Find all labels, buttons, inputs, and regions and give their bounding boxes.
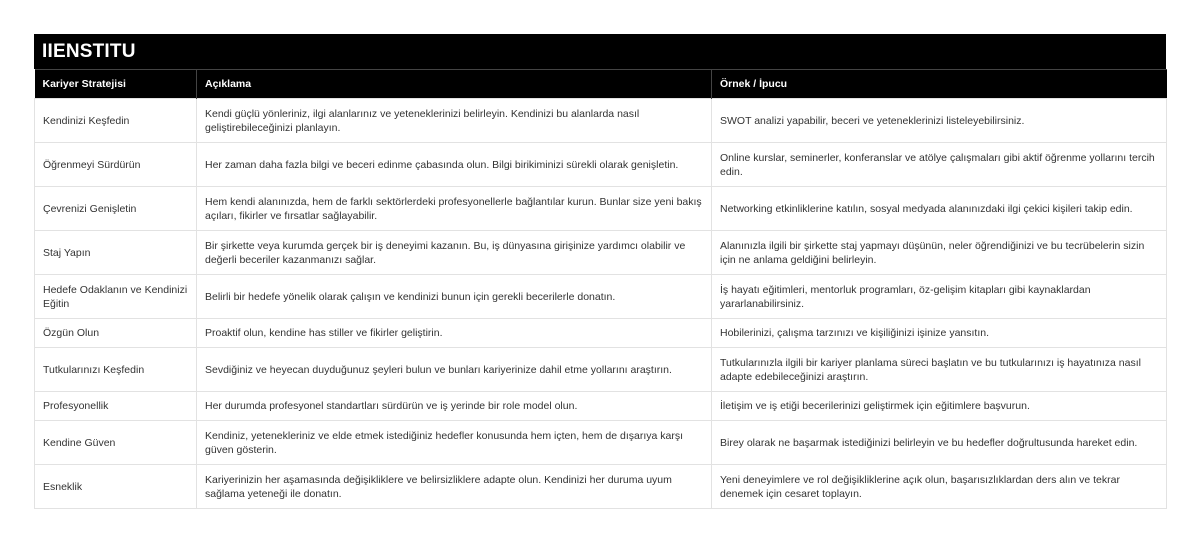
cell-strategy: Tutkularınızı Keşfedin <box>35 348 197 392</box>
career-strategy-table <box>34 69 1167 509</box>
column-header-description: Açıklama <box>197 70 712 99</box>
cell-example: Tutkularınızla ilgili bir kariyer planlama süreci başlatın ve bu tutkularınızı iş hayatınıza nasıl adapte edebileceğinizi araştırın. <box>712 348 1167 392</box>
cell-example: SWOT analizi yapabilir, beceri ve yeteneklerinizi listeleyebilirsiniz. <box>712 99 1167 143</box>
cell-strategy: Profesyonellik <box>35 392 197 421</box>
cell-example: Online kurslar, seminerler, konferanslar ve atölye çalışmaları gibi aktif öğrenme yollarını tercih edin. <box>712 143 1167 187</box>
cell-strategy: Öğrenmeyi Sürdürün <box>35 143 197 187</box>
table-header-row <box>35 70 1167 99</box>
table-row <box>35 348 1167 392</box>
cell-example: Hobilerinizi, çalışma tarzınızı ve kişiliğinizi işinize yansıtın. <box>712 319 1167 348</box>
table-row <box>35 187 1167 231</box>
cell-strategy: Esneklik <box>35 465 197 509</box>
cell-strategy: Staj Yapın <box>35 231 197 275</box>
cell-strategy: Kendine Güven <box>35 421 197 465</box>
table-row <box>35 421 1167 465</box>
column-header-strategy: Kariyer Stratejisi <box>35 70 197 99</box>
cell-description: Hem kendi alanınızda, hem de farklı sektörlerdeki profesyonellerle bağlantılar kurun. Bunlar size yeni bakış açıları, fikirler ve fırsatlar sağlayabilir. <box>197 187 712 231</box>
strategy-table-container <box>34 34 1166 509</box>
cell-example: Networking etkinliklerine katılın, sosyal medyada alanınızdaki ilgi çekici kişileri takip edin. <box>712 187 1167 231</box>
cell-strategy: Hedefe Odaklanın ve Kendinizi Eğitin <box>35 275 197 319</box>
table-row <box>35 392 1167 421</box>
table-row <box>35 319 1167 348</box>
cell-description: Kariyerinizin her aşamasında değişikliklere ve belirsizliklere adapte olun. Kendinizi her duruma uyum sağlama yeteneği ile donatın. <box>197 465 712 509</box>
cell-strategy: Özgün Olun <box>35 319 197 348</box>
cell-description: Proaktif olun, kendine has stiller ve fikirler geliştirin. <box>197 319 712 348</box>
cell-description: Her durumda profesyonel standartları sürdürün ve iş yerinde bir role model olun. <box>197 392 712 421</box>
cell-description: Her zaman daha fazla bilgi ve beceri edinme çabasında olun. Bilgi birikiminizi sürekli olarak genişletin. <box>197 143 712 187</box>
cell-description: Sevdiğiniz ve heyecan duyduğunuz şeyleri bulun ve bunları kariyerinize dahil etme yollarını araştırın. <box>197 348 712 392</box>
cell-strategy: Kendinizi Keşfedin <box>35 99 197 143</box>
table-row <box>35 99 1167 143</box>
column-header-example: Örnek / İpucu <box>712 70 1167 99</box>
brand-logo: IIENSTITU <box>34 34 1166 69</box>
cell-description: Bir şirkette veya kurumda gerçek bir iş deneyimi kazanın. Bu, iş dünyasına girişinize yardımcı olabilir ve değerli beceriler kazanmanızı sağlar. <box>197 231 712 275</box>
cell-example: Alanınızla ilgili bir şirkette staj yapmayı düşünün, neler öğrendiğinizi ve bu tecrübelerin sizin için ne anlama geldiğini belirleyin. <box>712 231 1167 275</box>
table-row <box>35 231 1167 275</box>
cell-description: Belirli bir hedefe yönelik olarak çalışın ve kendinizi bunun için gerekli becerilerle donatın. <box>197 275 712 319</box>
cell-example: İletişim ve iş etiği becerilerinizi geliştirmek için eğitimlere başvurun. <box>712 392 1167 421</box>
cell-description: Kendi güçlü yönleriniz, ilgi alanlarınız ve yeteneklerinizi belirleyin. Kendinizi bu alanlarda nasıl geliştirebileceğinizi planlayın. <box>197 99 712 143</box>
table-row <box>35 143 1167 187</box>
cell-example: Yeni deneyimlere ve rol değişikliklerine açık olun, başarısızlıklardan ders alın ve tekrar denemek için cesaret toplayın. <box>712 465 1167 509</box>
cell-example: Birey olarak ne başarmak istediğinizi belirleyin ve bu hedefler doğrultusunda hareket edin. <box>712 421 1167 465</box>
table-row <box>35 275 1167 319</box>
cell-example: İş hayatı eğitimleri, mentorluk programları, öz-gelişim kitapları gibi kaynaklardan yararlanabilirsiniz. <box>712 275 1167 319</box>
cell-description: Kendiniz, yetenekleriniz ve elde etmek istediğiniz hedefler konusunda hem içten, hem de dışarıya karşı güven gösterin. <box>197 421 712 465</box>
cell-strategy: Çevrenizi Genişletin <box>35 187 197 231</box>
table-row <box>35 465 1167 509</box>
